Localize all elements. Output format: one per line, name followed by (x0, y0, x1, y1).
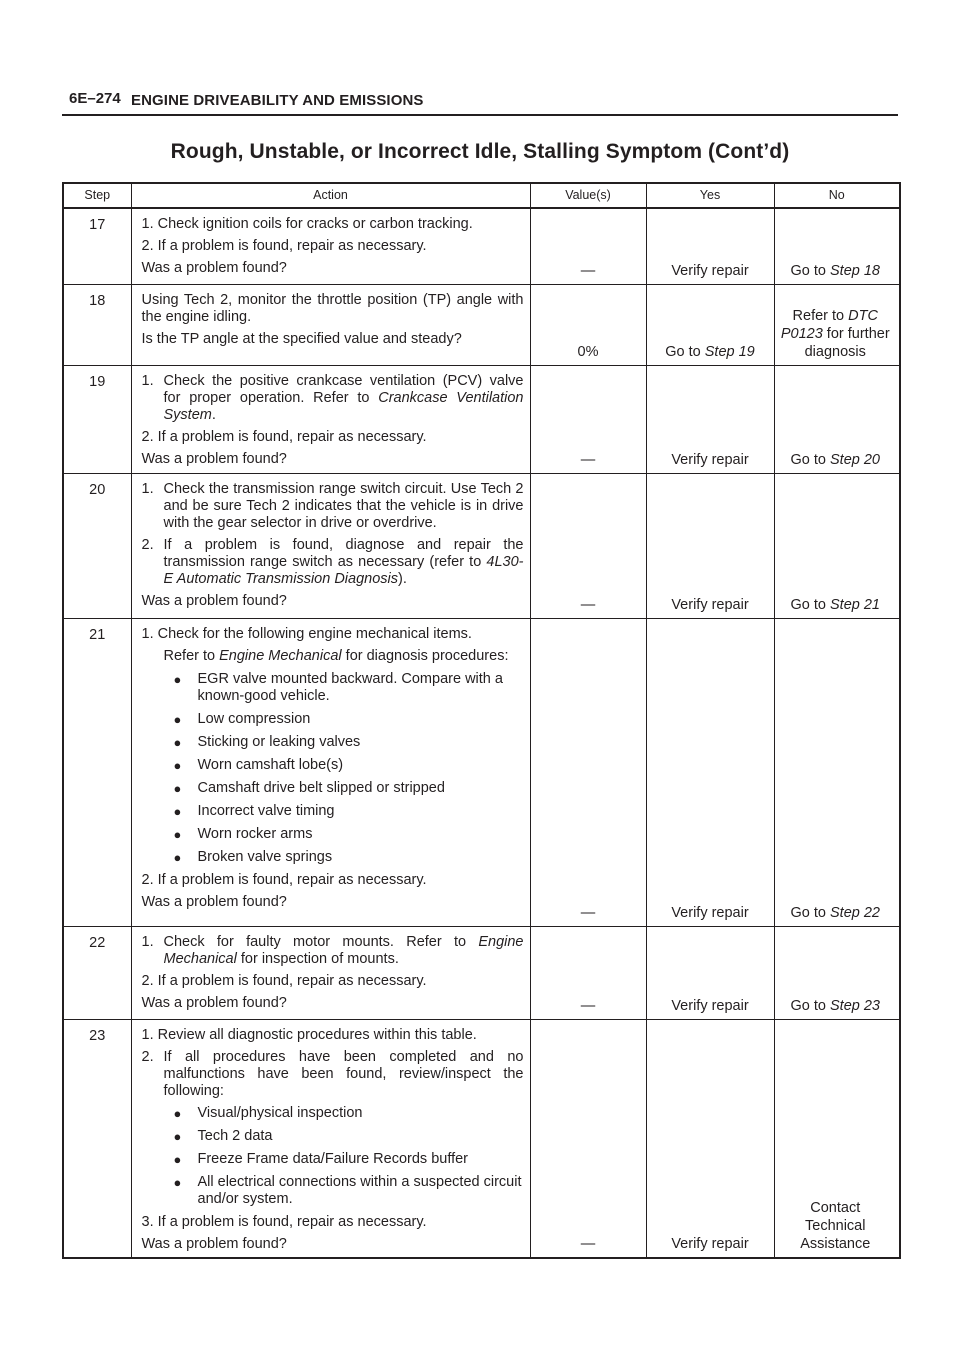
refer-suffix: for diagnosis procedures: (341, 647, 509, 664)
no-suffix: for further diagnosis (804, 325, 890, 360)
table-row (63, 1019, 900, 1258)
action-item: 2. If a problem is found, repair as necessary. (141, 972, 427, 989)
action-cell (131, 618, 530, 926)
item-text: If a problem is found, diagnose and repair the transmission range switch as necessary (refer to (163, 536, 524, 570)
page-number: 6E–274 (69, 90, 121, 107)
item-number: 1. (141, 933, 154, 950)
header-rule (62, 114, 898, 116)
yes-cell: Verify repair (646, 473, 774, 618)
reference-link[interactable]: 4L30-E Automatic Transmission Diagnosis (163, 553, 524, 587)
action-item: 2. If a problem is found, repair as necessary. (141, 238, 427, 254)
bullet-icon: ● (173, 757, 182, 773)
no-prefix: Go to (790, 451, 830, 468)
bullet-icon: ● (173, 711, 182, 727)
action-cell (131, 926, 530, 1019)
action-item: 1. Check ignition coils for cracks or carbon tracking. (141, 216, 473, 232)
bullet-icon: ● (173, 1174, 182, 1190)
bullet-icon: ● (173, 826, 182, 842)
value-cell: — (530, 926, 646, 1019)
bullet-icon: ● (173, 849, 182, 865)
action-text: Using Tech 2, monitor the throttle position (TP) angle with the engine idling. (141, 291, 524, 325)
table-row (63, 926, 900, 1019)
refer-text (142, 648, 524, 665)
no-prefix: Go to (790, 596, 830, 613)
bullet-text: Tech 2 data (197, 1127, 273, 1144)
bullet-text: Worn camshaft lobe(s) (197, 756, 344, 773)
item-number: 1. (141, 480, 154, 497)
bullet-icon: ● (173, 734, 182, 750)
value-cell: — (530, 618, 646, 926)
yes-cell: Verify repair (646, 365, 774, 473)
list-item (174, 849, 524, 866)
step-link[interactable]: Step 23 (830, 997, 880, 1014)
action-question: Was a problem found? (141, 450, 287, 467)
column-header-yes: Yes (646, 183, 774, 208)
bullet-icon: ● (173, 803, 182, 819)
step-link[interactable]: Step 22 (830, 904, 880, 921)
table-row (63, 473, 900, 618)
page-title: Rough, Unstable, or Incorrect Idle, Stalling Symptom (Cont’d) (170, 140, 790, 163)
list-item (174, 711, 524, 728)
no-prefix: Go to (790, 997, 830, 1014)
list-item (174, 826, 524, 843)
no-cell (774, 926, 900, 1019)
table-row (63, 618, 900, 926)
list-item (174, 671, 524, 705)
item-number: 2. (141, 536, 154, 553)
bullet-text: Incorrect valve timing (197, 802, 335, 819)
list-item (174, 734, 524, 751)
action-item: 2. If a problem is found, repair as necessary. (141, 871, 427, 888)
no-prefix: Go to (790, 904, 830, 921)
column-header-action: Action (131, 183, 530, 208)
item-number: 1. (141, 372, 154, 389)
section-title: ENGINE DRIVEABILITY AND EMISSIONS (131, 92, 424, 109)
dtc-link[interactable]: DTC P0123 (780, 307, 878, 342)
item-text-end: for inspection of mounts. (236, 950, 399, 967)
action-question: Was a problem found? (141, 592, 287, 609)
step-link[interactable]: Step 18 (830, 262, 880, 279)
action-question: Was a problem found? (141, 1235, 287, 1252)
step-number: 21 (63, 618, 131, 926)
reference-link[interactable]: Crankcase Ventilation System (163, 389, 524, 423)
table-header-row (63, 183, 900, 208)
yes-cell: Verify repair (646, 208, 774, 284)
step-number: 17 (63, 208, 131, 284)
step-number: 18 (63, 284, 131, 365)
action-question: Was a problem found? (141, 260, 287, 276)
diagnostic-table (62, 182, 901, 1259)
reference-link[interactable]: Engine Mechanical (163, 933, 524, 967)
no-prefix: Refer to (792, 307, 849, 324)
column-header-values: Value(s) (530, 183, 646, 208)
item-text: Check the transmission range switch circuit. Use Tech 2 and be sure Tech 2 indicates that the vehicle is in drive with the gear selector in drive or overdrive. (163, 480, 524, 531)
no-cell (774, 365, 900, 473)
item-text-end: ). (398, 570, 407, 587)
bullet-icon: ● (173, 1151, 182, 1167)
action-item: 1. Review all diagnostic procedures within this table. (141, 1026, 477, 1043)
list-item (174, 1151, 524, 1168)
value-cell: 0% (530, 284, 646, 365)
refer-prefix: Refer to (163, 647, 220, 664)
yes-cell: Verify repair (646, 1019, 774, 1258)
list-item (174, 757, 524, 774)
yes-cell (646, 284, 774, 365)
bullet-text: Camshaft drive belt slipped or stripped (197, 779, 445, 796)
value-cell: — (530, 473, 646, 618)
yes-cell: Verify repair (646, 618, 774, 926)
step-number: 19 (63, 365, 131, 473)
table-row (63, 365, 900, 473)
action-question: Is the TP angle at the specified value and steady? (141, 330, 462, 347)
column-header-no: No (774, 183, 900, 208)
value-cell: — (530, 1019, 646, 1258)
action-question: Was a problem found? (141, 893, 287, 910)
bullet-text: Worn rocker arms (197, 825, 313, 842)
action-cell (131, 1019, 530, 1258)
item-text-end: . (211, 406, 216, 423)
table-row (63, 208, 900, 284)
step-number: 23 (63, 1019, 131, 1258)
action-item: 2. If a problem is found, repair as necessary. (141, 428, 427, 445)
step-number: 20 (63, 473, 131, 618)
action-cell (131, 284, 530, 365)
bullet-text: Sticking or leaking valves (197, 733, 361, 750)
table-row (63, 284, 900, 365)
step-number: 22 (63, 926, 131, 1019)
contact-text: Contact Technical Assistance (800, 1199, 871, 1252)
item-text: Check for faulty motor mounts. Refer to (163, 933, 479, 950)
action-cell (131, 473, 530, 618)
action-item (142, 373, 524, 424)
action-item (142, 481, 524, 532)
bullet-icon: ● (173, 780, 182, 796)
bullet-text: Low compression (197, 710, 311, 727)
bullet-text: Freeze Frame data/Failure Records buffer (197, 1150, 469, 1167)
item-text: Check the positive crankcase ventilation (PCV) valve for proper operation. Refer to (163, 372, 524, 406)
bullet-icon: ● (173, 1128, 182, 1144)
no-cell (774, 618, 900, 926)
list-item (174, 1128, 524, 1145)
action-cell (131, 365, 530, 473)
yes-prefix: Go to (665, 343, 705, 360)
no-prefix: Go to (790, 262, 830, 279)
action-item: 3. If a problem is found, repair as necessary. (141, 1213, 427, 1230)
reference-link[interactable]: Engine Mechanical (219, 647, 342, 664)
value-cell: — (530, 365, 646, 473)
no-cell (774, 284, 900, 365)
no-refer-text (777, 307, 895, 361)
no-cell (774, 1019, 900, 1258)
item-number: 2. (141, 1048, 154, 1065)
bullet-icon: ● (173, 1105, 182, 1121)
step-link[interactable]: Step 19 (704, 343, 755, 360)
action-item: 1. Check for the following engine mechanical items. (141, 625, 472, 642)
action-cell (131, 208, 530, 284)
no-cell (774, 208, 900, 284)
action-item (142, 1049, 524, 1100)
column-header-step: Step (63, 183, 131, 208)
bullet-text: All electrical connections within a suspected circuit and/or system. (197, 1173, 522, 1207)
yes-cell: Verify repair (646, 926, 774, 1019)
action-item (142, 934, 524, 968)
list-item (174, 1105, 524, 1122)
value-cell: — (530, 208, 646, 284)
list-item (174, 803, 524, 820)
bullet-text: Visual/physical inspection (197, 1104, 363, 1121)
list-item (174, 780, 524, 797)
action-item (142, 537, 524, 588)
step-link[interactable]: Step 20 (830, 451, 880, 468)
bullet-icon: ● (173, 671, 182, 687)
list-item (174, 1174, 524, 1208)
no-cell (774, 473, 900, 618)
step-link[interactable]: Step 21 (830, 596, 880, 613)
item-text: If all procedures have been completed and no malfunctions have been found, review/inspect the following: (163, 1048, 524, 1099)
bullet-text: Broken valve springs (197, 848, 333, 865)
bullet-text: EGR valve mounted backward. Compare with a known-good vehicle. (197, 670, 503, 704)
action-question: Was a problem found? (141, 994, 287, 1011)
